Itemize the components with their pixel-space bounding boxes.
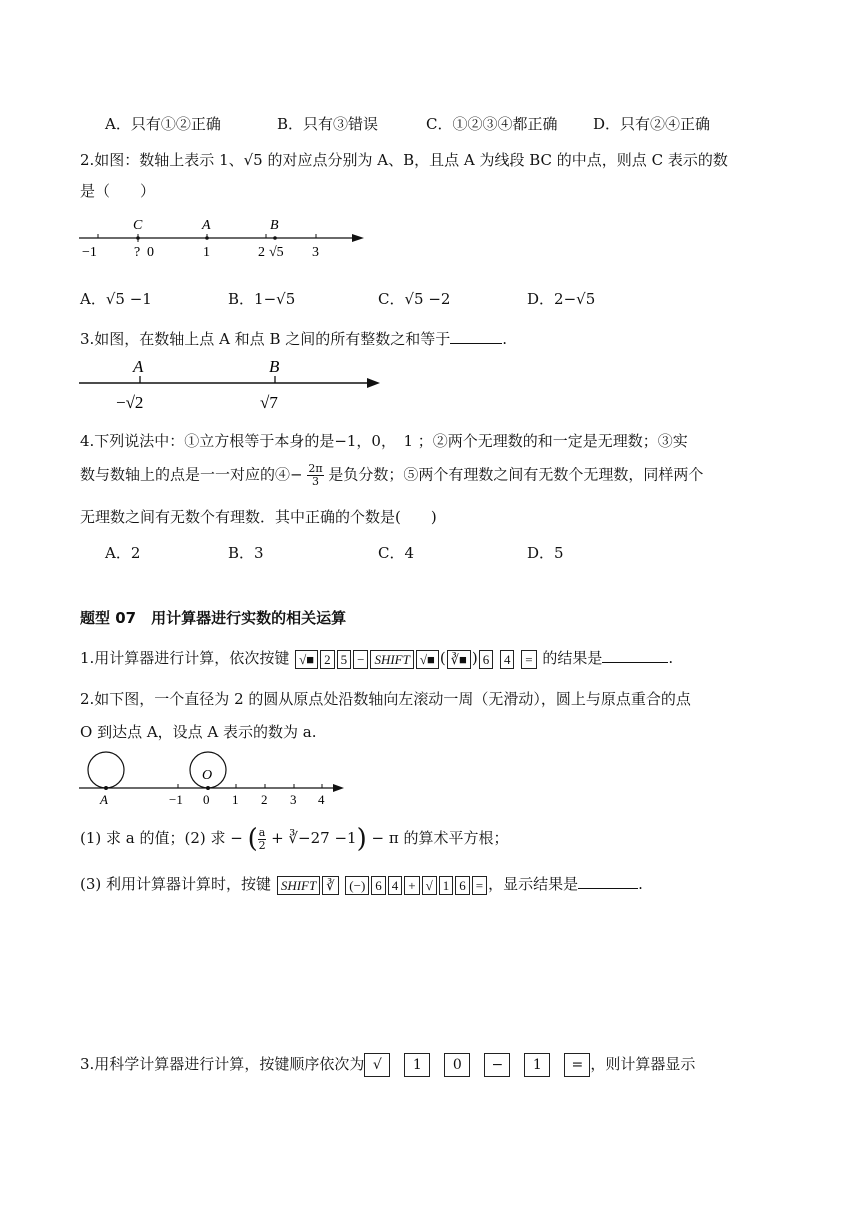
q4-fraction: [307, 463, 323, 488]
q3-number-line: [76, 356, 386, 414]
q1-option-a: A．只有①②正确: [105, 115, 221, 133]
calc-q3: [80, 1053, 695, 1077]
section-title: 题型 07 用计算器进行实数的相关运算: [80, 609, 347, 627]
calc-q3-post: ，则计算器显示: [590, 1055, 696, 1073]
calc-q2-p1-end: − π 的算术平方根；: [371, 829, 509, 847]
q2-tick-2: 2: [258, 245, 265, 260]
key-sqrt: √■: [295, 650, 318, 669]
q4-line2-start: 数与数轴上的点是一一对应的④−: [80, 465, 303, 484]
q1-option-c: C．①②③④都正确: [426, 115, 558, 133]
calc-q1-blank[interactable]: [602, 662, 668, 663]
q3-question: 3.如图，在数轴上点 A 和点 B 之间的所有整数之和等于: [80, 330, 451, 348]
key-6b: 6: [455, 876, 470, 895]
key-1: 1: [439, 876, 454, 895]
q2-tick-1: 1: [203, 245, 210, 260]
calc-q2-tick-0: 0: [203, 792, 210, 807]
key-6: 6: [479, 650, 494, 669]
calc-q2-p1-rest: + ∛−27 −1: [271, 829, 357, 847]
q2-option-a: A．√5 −1: [80, 290, 152, 308]
key-6: 6: [371, 876, 386, 895]
key-plus: +: [404, 876, 419, 895]
key-4: 4: [388, 876, 403, 895]
q3-label-a: A: [133, 357, 144, 376]
key-equals: =: [564, 1053, 590, 1077]
calc-q2-tick-4: 4: [318, 792, 325, 807]
key-4: 4: [500, 650, 515, 669]
q1-option-b: B．只有③错误: [277, 115, 379, 133]
q2-label-a: A: [202, 218, 211, 233]
q4-line1: 4.下列说法中：①立方根等于本身的是−1，0， 1 ；②两个无理数的和一定是无理数；③实: [80, 432, 688, 450]
q2-line2: 是（ ）: [80, 182, 156, 200]
q4-option-a: A．2: [105, 544, 141, 562]
calc-q2-label-a: A: [100, 792, 108, 807]
q3-end: .: [502, 330, 508, 348]
key-1: 1: [404, 1053, 430, 1077]
key-paren-open: (: [439, 649, 446, 667]
calc-q1: [80, 647, 673, 669]
key-cbrt: ∛: [322, 876, 338, 895]
q2-tick-3: 3: [312, 245, 319, 260]
key-shift: SHIFT: [277, 876, 320, 895]
q2-label-b: B: [270, 218, 279, 233]
calc-q2-parts: (1) 求 a 的值；(2) 求 − ( $\frac{a}{2}$ + ∛−27 −1) − π 的算术平方根；: [80, 824, 509, 854]
q3-label-b: B: [269, 357, 280, 376]
calc-q2-p1: (1) 求 a 的值；(2) 求 −: [80, 829, 243, 847]
calc-q2-line1: 2.如下图，一个直径为 2 的圆从原点处沿数轴向左滚动一周（无滑动），圆上与原点重合的点: [80, 690, 691, 708]
q2-tick-r5: √5: [269, 245, 284, 260]
calc-q2-frac-den: 2: [258, 838, 266, 852]
q4-option-c: C．4: [378, 544, 415, 562]
calc-q2-label-o: O: [202, 768, 213, 783]
calc-q1-end: .: [668, 649, 674, 667]
q2-tick-0: 0: [147, 245, 154, 260]
q2-option-b: B．1−√5: [228, 290, 296, 308]
calc-q2-blank[interactable]: [578, 888, 638, 889]
calc-q2-tick-3: 3: [290, 792, 297, 807]
calc-q2-frac: [258, 827, 267, 852]
q4-option-b: B．3: [228, 544, 264, 562]
calc-q2-line2: O 到达点 A，设点 A 表示的数为 a.: [80, 723, 317, 741]
q2-option-d: D．2−√5: [527, 290, 596, 308]
calc-q2-p3-result: ，显示结果是: [488, 875, 579, 893]
key-sqrt-2: √■: [416, 650, 439, 669]
q4-line2-end: 是负分数；⑤两个有理数之间有无数个无理数，同样两个: [328, 465, 704, 484]
calc-q2-part3: [80, 873, 643, 895]
key-0: 0: [444, 1053, 470, 1077]
q1-option-d: D．只有②④正确: [593, 115, 711, 133]
key-2: 2: [320, 650, 335, 669]
key-equals: =: [472, 876, 487, 895]
key-paren-close: ): [471, 649, 478, 667]
key-equals: =: [521, 650, 536, 669]
q2-tick-q: ?: [134, 245, 141, 260]
q3-value-b: √7: [260, 393, 278, 412]
key-negative: (−): [345, 876, 369, 895]
q3-text: [80, 328, 507, 349]
q4-frac-num: 2π: [308, 462, 323, 475]
calc-q1-text: 1.用计算器进行计算，依次按键: [80, 649, 290, 667]
q4-line2: [80, 463, 703, 488]
key-sqrt: √: [364, 1053, 390, 1077]
calc-q2-number-line: [76, 746, 356, 808]
q2-number-line: [76, 212, 376, 262]
calc-q2-tick-m1: −1: [169, 792, 183, 807]
q4-line3: 无理数之间有无数个有理数．其中正确的个数是( ): [80, 508, 437, 526]
calc-q2-tick-2: 2: [261, 792, 268, 807]
calc-q3-text: 3.用科学计算器进行计算，按键顺序依次为: [80, 1055, 365, 1073]
q3-answer-blank[interactable]: [450, 343, 502, 344]
key-1b: 1: [524, 1053, 550, 1077]
calc-q2-p3-end: .: [638, 875, 643, 893]
calc-q2-p3-text: (3) 利用计算器计算时，按键: [80, 875, 272, 893]
q2-label-c: C: [133, 218, 143, 233]
key-cbrt: ∛■: [447, 650, 471, 669]
calc-q2-tick-1: 1: [232, 792, 239, 807]
q4-option-d: D．5: [527, 544, 564, 562]
calc-q2-frac-num: a: [258, 825, 266, 839]
key-5: 5: [337, 650, 352, 669]
key-minus: −: [353, 650, 368, 669]
calc-q1-result-text: 的结果是: [542, 649, 603, 667]
key-minus: −: [484, 1053, 510, 1077]
q2-option-c: C．√5 −2: [378, 290, 451, 308]
q2-tick-m1: −1: [82, 245, 97, 260]
q3-value-a: −√2: [116, 393, 144, 412]
key-sqrt: √: [422, 876, 437, 895]
q2-line1: 2.如图：数轴上表示 1、√5 的对应点分别为 A、B，且点 A 为线段 BC 的中点，则点 C 表示的数: [80, 151, 728, 169]
q4-frac-den: 3: [311, 475, 319, 488]
key-shift: SHIFT: [370, 650, 413, 669]
